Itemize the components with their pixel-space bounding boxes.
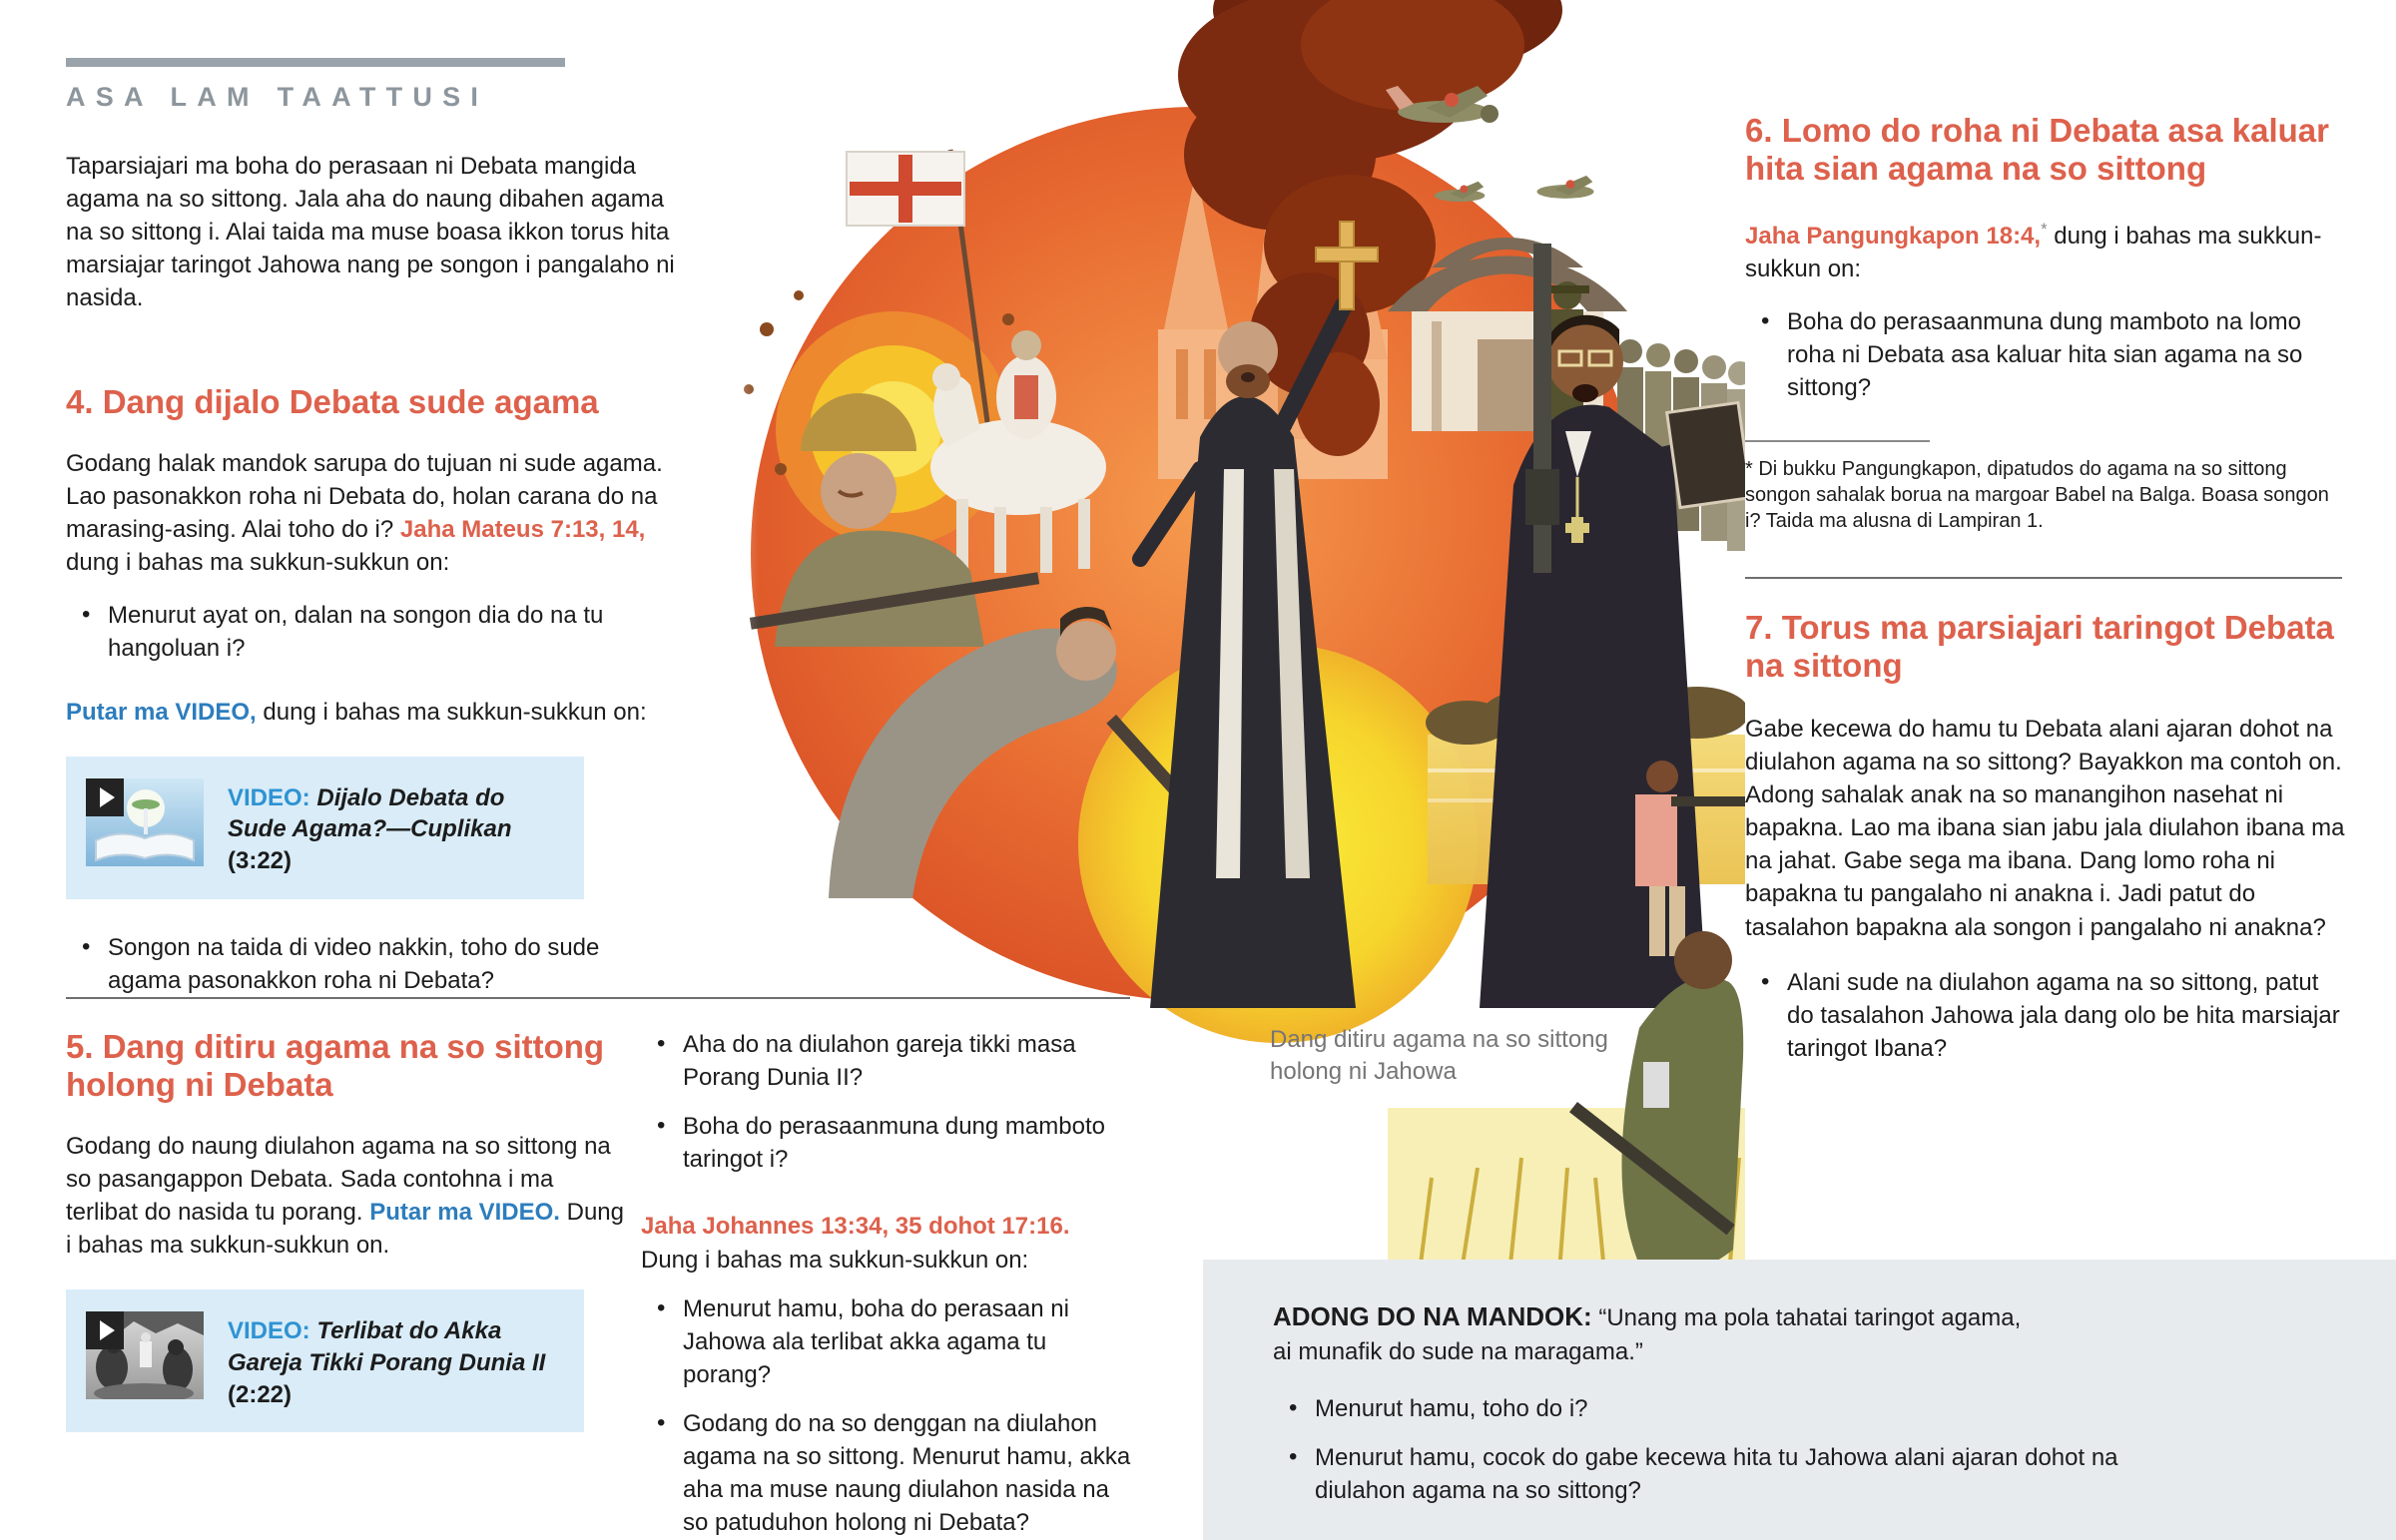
video-cue-line (66, 696, 677, 729)
play-icon[interactable] (86, 1311, 124, 1349)
section-6 (1745, 112, 2344, 534)
video-duration: (3:22) (228, 847, 293, 875)
video-thumbnail-book[interactable] (86, 778, 204, 866)
intro-paragraph: Taparsiajari ma boha do perasaan ni Debata mangida agama na so sittong. Jala aha do naung dibahen agama na so sittong i. Alai taida ma muse boasa ikkon torus hita marsiajar taringot Jahowa nang pe songon i pangalaho ni nasida. (66, 153, 675, 312)
scripture-link-john[interactable]: Jaha Johannes 13:34, 35 dohot 17:16. (641, 1213, 1070, 1241)
section-4-text-end: dung i bahas ma sukkun-sukkun on: (66, 549, 450, 577)
section-5-heading: 5. Dang ditiru agama na so sittong holong ni Debata (66, 1028, 605, 1103)
bullet-item: • Menurut hamu, boha do perasaan ni Jahowa ala terlibat akka agama tu porang? (683, 1292, 1140, 1391)
play-video-link[interactable]: Putar ma VIDEO, (66, 698, 257, 726)
bullet-item: • Godang do na so denggan na diulahon agama na so sittong. Menurut hamu, akka aha ma muse naung diulahon nasida na so patuduhon holong ni Debata? (683, 1407, 1140, 1539)
review-quote: “Unang ma pola tahatai taringot agama, ai munafik do sude na maragama.” (1273, 1304, 2022, 1365)
video-thumbnail-war[interactable] (86, 1311, 204, 1399)
kicker-title: ASA LAM TAATTUSI (66, 82, 489, 112)
footnote-marker[interactable]: * (2041, 219, 2048, 239)
section-7 (1745, 609, 2356, 1065)
section-4-paragraph (66, 447, 677, 579)
middle-question-column (641, 1012, 1140, 1539)
bullet-item: • Boha do perasaanmuna dung mamboto taringot i? (683, 1110, 1140, 1176)
middle-questions (641, 1028, 1140, 1176)
section-7-paragraph: Gabe kecewa do hamu tu Debata alani ajaran dohot na diulahon agama na so sittong? Bayakkon ma contoh on. Adong sahalak anak na so manangihon nasehat ni bapakna. Lao ma ibana sian jabu jala diulahon ibana ma na jahat. Gabe sega ma ibana. Dang lomo roha ni bapakna tu pangalaho ni anakna i. Jadi patut do tasalahon bapakna ala songon i pangalaho ni anakna? (1745, 715, 2345, 941)
play-icon[interactable] (86, 778, 124, 816)
play-video-link-2[interactable]: Putar ma VIDEO. (369, 1199, 560, 1227)
bullet-item: • Menurut hamu, toho do i? (1315, 1392, 2163, 1425)
section-divider-right (1745, 577, 2342, 579)
section-4 (66, 383, 677, 997)
review-box (1203, 1260, 2396, 1540)
video-caption (228, 1311, 564, 1410)
section-7-questions (1745, 966, 2346, 1065)
section-6-heading: 6. Lomo do roha ni Debata asa kaluar hita sian agama na so sittong (1745, 112, 2329, 187)
video-duration: (2:22) (228, 1380, 293, 1408)
section-4-text: Godang halak mandok sarupa do tujuan ni sude agama. Lao pasonakkon roha ni Debata do, holan carana do na marasing-asing. Alai toho do i? (66, 449, 663, 544)
video-caption (228, 778, 564, 877)
video-cue-rest: dung i bahas ma sukkun-sukkun on: (256, 698, 647, 726)
review-label: ADONG DO NA MANDOK: (1273, 1301, 1592, 1331)
section-5-text: Godang do naung diulahon agama na so sittong na so pasangappon Debata. Sada contohna i ma terlibat do nasida tu porang. (66, 1132, 611, 1227)
scripture-cue-rest: Dung i bahas ma sukkun-sukkun on: (641, 1246, 1029, 1274)
video-title: Terlibat do Akka Gareja Tikki Porang Dunia II (228, 1317, 546, 1376)
video-card-dijalo[interactable] (66, 757, 584, 899)
review-questions (1273, 1392, 2163, 1507)
section-7-heading: 7. Torus ma parsiajari taringot Debata na sittong (1745, 609, 2334, 684)
bullet-item: • Menurut ayat on, dalan na songon dia do na tu hangoluan i? (108, 599, 677, 665)
bullet-item: • Alani sude na diulahon agama na so sittong, patut do tasalahon Jahowa jala dang olo be hita marsiajar taringot Ibana? (1787, 966, 2346, 1065)
play-triangle (100, 1320, 115, 1340)
intro-block (66, 150, 677, 315)
section-5-text-end: Dung i bahas ma sukkun-sukkun on. (66, 1199, 624, 1260)
scripture-link-matthew[interactable]: Jaha Mateus 7:13, 14, (399, 516, 646, 544)
bullet-item: • Songon na taida di video nakkin, toho do sude agama pasonakkon roha ni Debata? (108, 931, 677, 997)
section-divider-left (66, 997, 1130, 999)
section-4-questions (66, 599, 677, 665)
section-4-heading: 4. Dang dijalo Debata sude agama (66, 383, 599, 420)
middle-questions-2 (641, 1292, 1140, 1540)
section-6-questions (1745, 305, 2344, 404)
section-6-text-end: dung i bahas ma sukkun-sukkun on: (1745, 222, 2322, 282)
video-title: Dijalo Debata do Sude Agama?—Cuplikan (228, 783, 512, 843)
bullet-item: • Boha do perasaanmuna dung mamboto na lomo roha ni Debata asa kaluar hita sian agama na so sittong? (1787, 305, 2344, 404)
bullet-item: • Menurut hamu, cocok do gabe kecewa hita tu Jahowa alani ajaran dohot na diulahon agama na so sittong? (1315, 1441, 2163, 1507)
bullet-item: • Aha do na diulahon gareja tikki masa Porang Dunia II? (683, 1028, 1140, 1094)
video-label: VIDEO: (228, 783, 310, 811)
video-label: VIDEO: (228, 1317, 310, 1345)
kicker-rule (66, 58, 565, 67)
play-triangle (100, 787, 115, 807)
section-5-paragraph (66, 1130, 625, 1262)
section-6-paragraph (1745, 218, 2344, 285)
footnote-rule (1745, 440, 1930, 442)
video-card-porang[interactable] (66, 1289, 584, 1432)
scripture-cue (641, 1210, 1140, 1276)
scripture-link-revelation[interactable]: Jaha Pangungkapon 18:4, (1745, 222, 2042, 250)
section-5 (66, 1028, 625, 1432)
review-lead (1273, 1299, 2032, 1368)
illustration-caption: Dang ditiru agama na so sittong holong ni Jahowa (1270, 1026, 1608, 1086)
section-4-questions-2 (66, 931, 677, 997)
footnote-text: * Di bukku Pangungkapon, dipatudos do agama na so sittong songon sahalak borua na margoar Babel na Balga. Boasa songon i? Taida ma alusna di Lampiran 1. (1745, 458, 2329, 533)
